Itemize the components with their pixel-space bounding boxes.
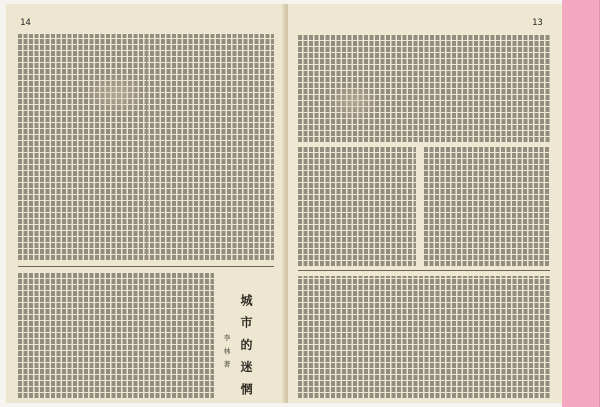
magazine-spread <box>6 4 562 403</box>
article-title: 城 市 的 迷 惘 <box>239 294 253 398</box>
left-section-rule <box>18 266 274 267</box>
article-author: 李 林 著 <box>223 334 231 370</box>
right-middle-left-text <box>298 146 416 266</box>
right-middle-right-text <box>424 146 550 266</box>
left-page <box>6 4 286 403</box>
right-page-number: 13 <box>532 18 543 28</box>
right-page <box>288 4 562 403</box>
pink-bookmark-flap <box>562 0 600 407</box>
left-lower-text-columns <box>18 272 214 398</box>
left-page-number: 14 <box>20 18 31 28</box>
paper-stain-right <box>328 84 378 120</box>
left-column-divider <box>146 34 147 260</box>
paper-stain <box>86 74 146 114</box>
right-lower-text-columns <box>298 276 550 398</box>
right-section-rule <box>298 270 550 271</box>
